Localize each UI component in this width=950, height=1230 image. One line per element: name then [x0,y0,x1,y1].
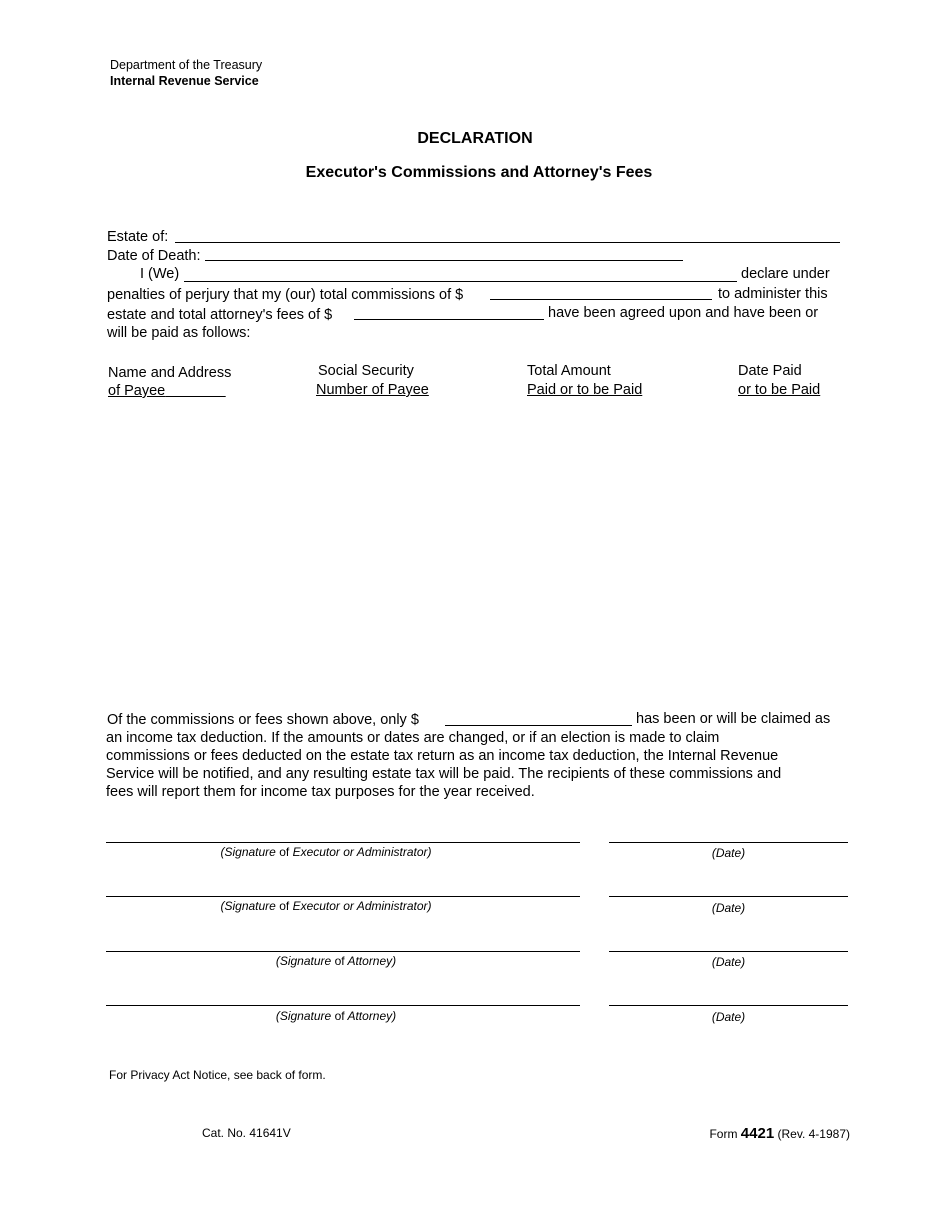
statement-line: Of the commissions or fees shown above, only $ [107,712,419,728]
date-of-death-label: Date of Death: [107,248,201,264]
attorney-signature-field[interactable] [106,1005,580,1006]
attorney-date-field[interactable] [609,951,848,952]
commissions-label: penalties of perjury that my (our) total commissions of $ [107,287,464,303]
signature-caption: (Signature of Executor or Administrator) [220,845,432,859]
statement-line: commissions or fees deducted on the estate tax return as an income tax deduction, the Internal Revenue [106,748,779,764]
statement-line: an income tax deduction. If the amounts or dates are changed, or if an election is made to claim [106,730,720,746]
column-header-line: or to be Paid [738,382,821,398]
to-administer-text: to administer this [718,286,828,302]
column-header-payee [108,365,231,399]
page-title: DECLARATION [417,130,533,147]
estate-of-label: Estate of: [107,229,169,245]
claimed-amount-field[interactable] [445,725,632,726]
agency-label: Internal Revenue Service [110,74,259,88]
attorney-signature-field[interactable] [106,951,580,952]
declare-under-text: declare under [741,266,830,282]
column-header-line: Social Security [318,363,414,379]
executor-date-field[interactable] [609,896,848,897]
executor-date-field[interactable] [609,842,848,843]
column-header-line: of Payee [108,383,166,399]
date-of-death-field[interactable] [205,260,683,261]
signature-caption: (Signature of Attorney) [275,954,397,968]
signature-caption: (Signature of Attorney) [275,1009,397,1023]
department-label: Department of the Treasury [110,58,263,72]
statement-line: has been or will be claimed as [636,711,831,727]
column-header-line: Paid or to be Paid [527,382,643,398]
column-header-line: Date Paid [738,363,802,379]
column-header-line: Name and Address [108,365,232,381]
executor-signature-field[interactable] [106,896,580,897]
column-header-amount [527,363,642,398]
estate-of-field[interactable] [175,242,840,243]
declarant-field[interactable] [184,281,737,282]
date-caption: (Date) [711,901,746,915]
attorney-date-field[interactable] [609,1005,848,1006]
privacy-notice: For Privacy Act Notice, see back of form. [109,1068,326,1082]
signature-caption: (Signature of Executor or Administrator) [220,899,432,913]
paid-as-follows-text: will be paid as follows: [107,325,251,341]
payee-entry-area[interactable] [107,408,842,698]
statement-line: Service will be notified, and any resulting estate tax will be paid. The recipients of these commissions and [106,766,782,782]
commissions-amount-field[interactable] [490,299,712,300]
column-header-date-paid [738,363,820,398]
agreed-text: have been agreed upon and have been or [548,305,819,321]
column-header-ssn [316,363,429,398]
form-number: Form 4421 (Rev. 4-1987) [709,1125,850,1142]
date-caption: (Date) [711,846,746,860]
page-subtitle: Executor's Commissions and Attorney's Fees [305,164,653,181]
attorney-fees-label: estate and total attorney's fees of $ [107,307,333,323]
statement-line: fees will report them for income tax purposes for the year received. [106,784,535,800]
executor-signature-field[interactable] [106,842,580,843]
catalog-number: Cat. No. 41641V [202,1126,291,1140]
column-header-line: Total Amount [527,363,611,379]
attorney-fees-amount-field[interactable] [354,319,544,320]
column-header-line: Number of Payee [316,382,429,398]
declarant-label: I (We) [140,266,180,282]
date-caption: (Date) [711,1010,746,1024]
date-caption: (Date) [711,955,746,969]
